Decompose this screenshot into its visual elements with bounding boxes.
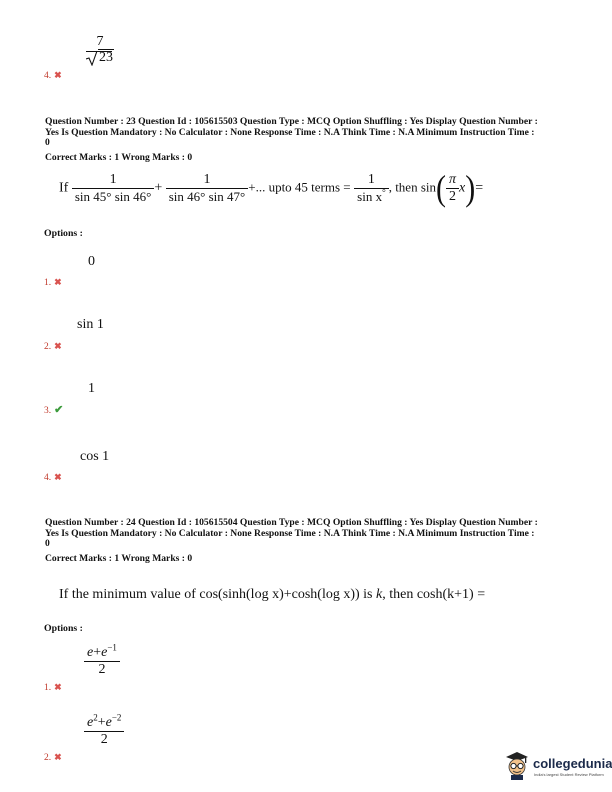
q24-o2-base1: e	[87, 715, 94, 730]
top-option-number	[44, 70, 62, 81]
q24-options-label: Options :	[44, 623, 83, 634]
q23-f3-den	[354, 188, 389, 205]
q24-option-2-den: 2	[84, 731, 124, 748]
q24-o2-op: +	[97, 715, 106, 730]
q23-x: x	[459, 180, 466, 196]
cross-icon: ✖	[54, 277, 62, 287]
q23-option-2-value: sin 1	[77, 317, 104, 332]
check-icon: ✔	[54, 404, 64, 416]
q23-option-1-number	[44, 277, 62, 288]
q23-option-4-value: cos 1	[80, 449, 110, 464]
q24-marks: Correct Marks : 1 Wrong Marks : 0	[45, 553, 193, 564]
q23-option-2-number-label: 2.	[44, 342, 52, 352]
q23-options-label: Options :	[44, 228, 83, 239]
q24-meta-line1: Question Number : 24 Question Id : 105615504 Question Type : MCQ Option Shuffling : Yes Display Question Number :	[45, 517, 538, 528]
collegedunia-logo	[503, 748, 612, 784]
q23-option-3-number-label: 3.	[44, 406, 52, 416]
top-option-rule	[86, 51, 112, 52]
q23-meta-line2: Yes Is Question Mandatory : No Calculator : None Response Time : N.A Think Time : N.A Minimum Instruction Time :	[45, 126, 535, 138]
q23-meta-line3: 0	[45, 137, 50, 149]
sqrt-icon	[86, 50, 98, 66]
q23-then: , then sin	[388, 179, 436, 195]
q23-option-3-number	[44, 403, 63, 416]
top-option-number-label: 4.	[44, 71, 52, 81]
q23-option-2-number	[44, 341, 62, 352]
q23-tail: +... upto 45 terms =	[248, 179, 351, 195]
q24-o2-base2: e	[105, 715, 112, 730]
q24-o1-base1: e	[87, 645, 94, 660]
right-paren-icon: )	[465, 168, 476, 208]
q23-fraction-1	[72, 172, 155, 205]
q24-option-1-value	[84, 642, 120, 678]
q24-meta-line2: Yes Is Question Mandatory : No Calculator : None Response Time : N.A Think Time : N.A Minimum Instruction Time :	[45, 527, 535, 539]
q23-two: 2	[446, 188, 459, 205]
q23-f1-num: 1	[109, 172, 117, 187]
q24-stem-k: k	[376, 587, 383, 602]
q24-stem-tail: , then cosh(k+1) =	[382, 587, 486, 602]
q23-option-4-number-label: 4.	[44, 473, 52, 483]
q23-eq: =	[475, 180, 484, 196]
q23-fraction-3	[354, 172, 389, 205]
q24-option-2-number	[44, 752, 62, 763]
q24-meta-line3: 0	[45, 538, 50, 550]
q23-f3-num: 1	[367, 172, 375, 187]
q23-marks: Correct Marks : 1 Wrong Marks : 0	[45, 152, 193, 163]
cross-icon: ✖	[54, 472, 62, 482]
q24-stem-lead: If the minimum value of	[59, 587, 200, 602]
q23-option-1-value: 0	[88, 254, 95, 269]
q24-option-1-num	[84, 642, 120, 661]
q24-o1-sup2: −1	[107, 642, 117, 653]
q23-f1-den: sin 45° sin 46°	[72, 188, 155, 205]
q24-option-1-number	[44, 682, 62, 693]
q23-plus: +	[154, 180, 163, 196]
q24-meta	[45, 518, 575, 550]
q23-option-1-number-label: 1.	[44, 278, 52, 288]
q24-option-2-number-label: 2.	[44, 753, 52, 763]
q24-option-1-den: 2	[84, 661, 120, 678]
top-option-numerator: 7	[96, 34, 104, 49]
q23-f3-den-sup: °	[382, 187, 386, 198]
q23-pi: π	[449, 172, 457, 187]
q24-option-1-number-label: 1.	[44, 683, 52, 693]
top-option-radicand: 23	[99, 50, 113, 66]
q23-pi-over-2	[446, 172, 459, 205]
cross-icon: ✖	[54, 682, 62, 692]
q23-fraction-2	[166, 172, 249, 205]
q24-stem-mid: is	[359, 587, 377, 602]
mascot-icon	[503, 750, 531, 780]
q24-o1-op: +	[93, 645, 102, 660]
q24-o2-sup2: −2	[111, 712, 122, 723]
q23-option-4-number	[44, 472, 62, 483]
q23-f3-den-text: sin x	[357, 189, 383, 204]
q23-option-3-value: 1	[88, 381, 95, 396]
q24-stem-expr: cos(sinh(log x)+cosh(log x))	[199, 587, 360, 602]
q23-f2-den: sin 46° sin 47°	[166, 188, 249, 205]
q24-option-2-num	[84, 712, 124, 731]
cross-icon: ✖	[54, 70, 62, 80]
q24-o2-sup1: 2	[93, 712, 98, 723]
left-paren-icon: (	[436, 168, 446, 208]
q23-f2-num: 1	[203, 172, 211, 187]
q23-meta	[45, 117, 575, 149]
q24-o1-base2: e	[101, 645, 108, 660]
q24-option-2-value	[84, 712, 124, 748]
q23-stem	[59, 168, 484, 208]
cross-icon: ✖	[54, 752, 62, 762]
q24-stem	[59, 587, 485, 603]
logo-tagline: India's largest Student Review Platform	[534, 772, 604, 777]
logo-name: collegedunia	[533, 756, 612, 771]
q23-if: If	[59, 180, 69, 196]
cross-icon: ✖	[54, 341, 62, 351]
q23-meta-line1: Question Number : 23 Question Id : 105615503 Question Type : MCQ Option Shuffling : Yes Display Question Number :	[45, 116, 538, 127]
